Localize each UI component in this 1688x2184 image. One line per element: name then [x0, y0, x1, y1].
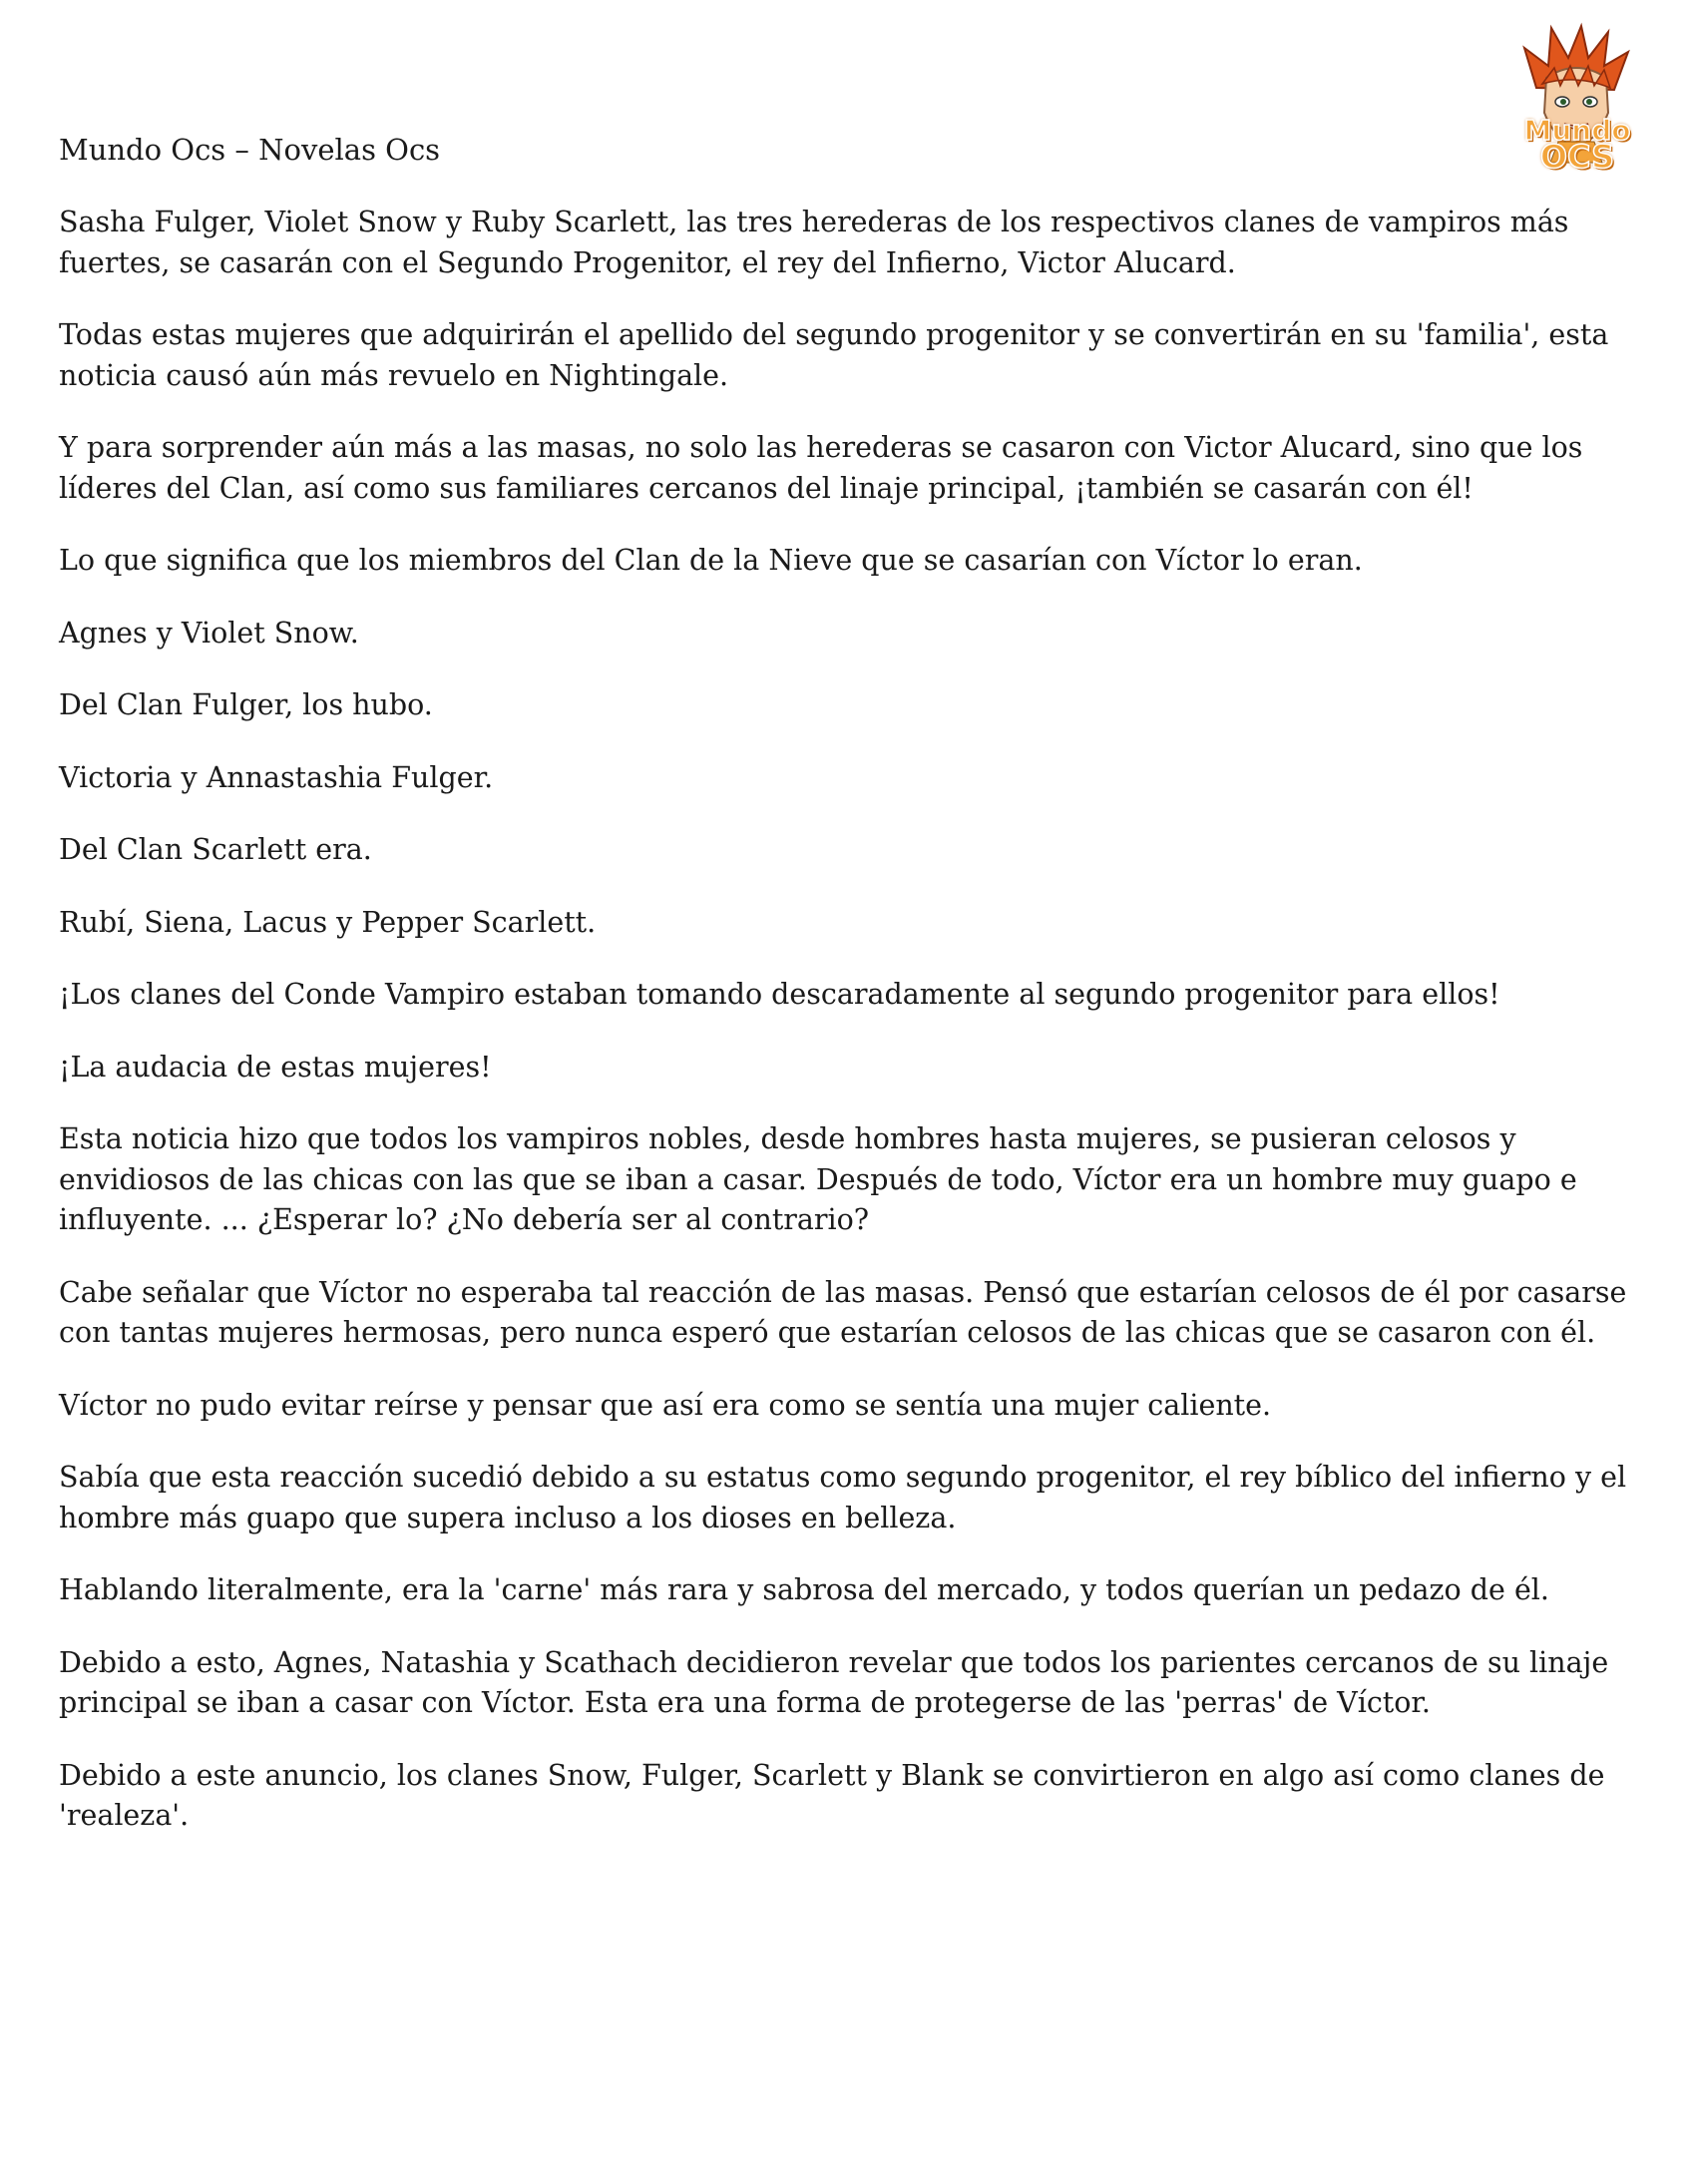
paragraph: Lo que significa que los miembros del Clan de la Nieve que se casarían con Víctor lo eran. — [59, 544, 1363, 577]
paragraph: ¡Los clanes del Conde Vampiro estaban tomando descaradamente al segundo progenitor para ellos! — [59, 978, 1500, 1011]
paragraph: Victoria y Annastashia Fulger. — [59, 760, 494, 794]
mundo-ocs-logo — [1496, 18, 1656, 178]
paragraph: Hablando literalmente, era la 'carne' más rara y sabrosa del mercado, y todos querían un pedazo de él. — [59, 1573, 1549, 1606]
paragraph: Todas estas mujeres que adquirirán el apellido del segundo progenitor y se convertirán en su 'familia', esta noticia causó aún más revuelo en Nightingale. — [59, 318, 1609, 392]
paragraph: Rubí, Siena, Lacus y Pepper Scarlett. — [59, 905, 597, 939]
paragraph: ¡La audacia de estas mujeres! — [59, 1050, 492, 1084]
paragraph: Y para sorprender aún más a las masas, no solo las herederas se casaron con Victor Alucard, sino que los líderes del Clan, así como sus familiares cercanos del linaje principal, ¡también se casarán con él! — [59, 431, 1583, 505]
document-body — [59, 203, 1645, 1869]
paragraph: Debido a este anuncio, los clanes Snow, Fulger, Scarlett y Blank se convirtieron en algo así como clanes de 'realeza'. — [59, 1758, 1605, 1832]
paragraph: Agnes y Violet Snow. — [59, 616, 359, 650]
paragraph: Esta noticia hizo que todos los vampiros nobles, desde hombres hasta mujeres, se pusieran celosos y envidiosos de las chicas con las que se iban a casar. Después de todo, Víctor era un hombre muy guapo e influyente. ... ¿Esperar lo? ¿No debería ser al contrario? — [59, 1122, 1577, 1236]
logo-text-line2: OCS — [1539, 138, 1615, 176]
paragraph: Cabe señalar que Víctor no esperaba tal reacción de las masas. Pensó que estarían celosos de él por casarse con tantas mujeres hermosas, pero nunca esperó que estarían celosos de las chicas que se casaron con él. — [59, 1275, 1627, 1349]
paragraph: Del Clan Fulger, los hubo. — [59, 688, 433, 721]
logo-text — [1502, 114, 1652, 176]
logo-text-line1: Mundo — [1523, 114, 1631, 147]
paragraph: Víctor no pudo evitar reírse y pensar que así era como se sentía una mujer caliente. — [59, 1388, 1272, 1422]
paragraph: Sabía que esta reacción sucedió debido a su estatus como segundo progenitor, el rey bíblico del infierno y el hombre más guapo que supera incluso a los dioses en belleza. — [59, 1461, 1627, 1534]
paragraph: Sasha Fulger, Violet Snow y Ruby Scarlett, las tres herederas de los respectivos clanes de vampiros más fuertes, se casarán con el Segundo Progenitor, el rey del Infierno, Victor Alucard. — [59, 206, 1569, 279]
paragraph: Debido a esto, Agnes, Natashia y Scathach decidieron revelar que todos los parientes cercanos de su linaje principal se iban a casar con Víctor. Esta era una forma de protegerse de las 'perras' de Víctor. — [59, 1645, 1609, 1719]
page-header: Mundo Ocs – Novelas Ocs — [59, 133, 441, 167]
paragraph: Del Clan Scarlett era. — [59, 833, 372, 866]
